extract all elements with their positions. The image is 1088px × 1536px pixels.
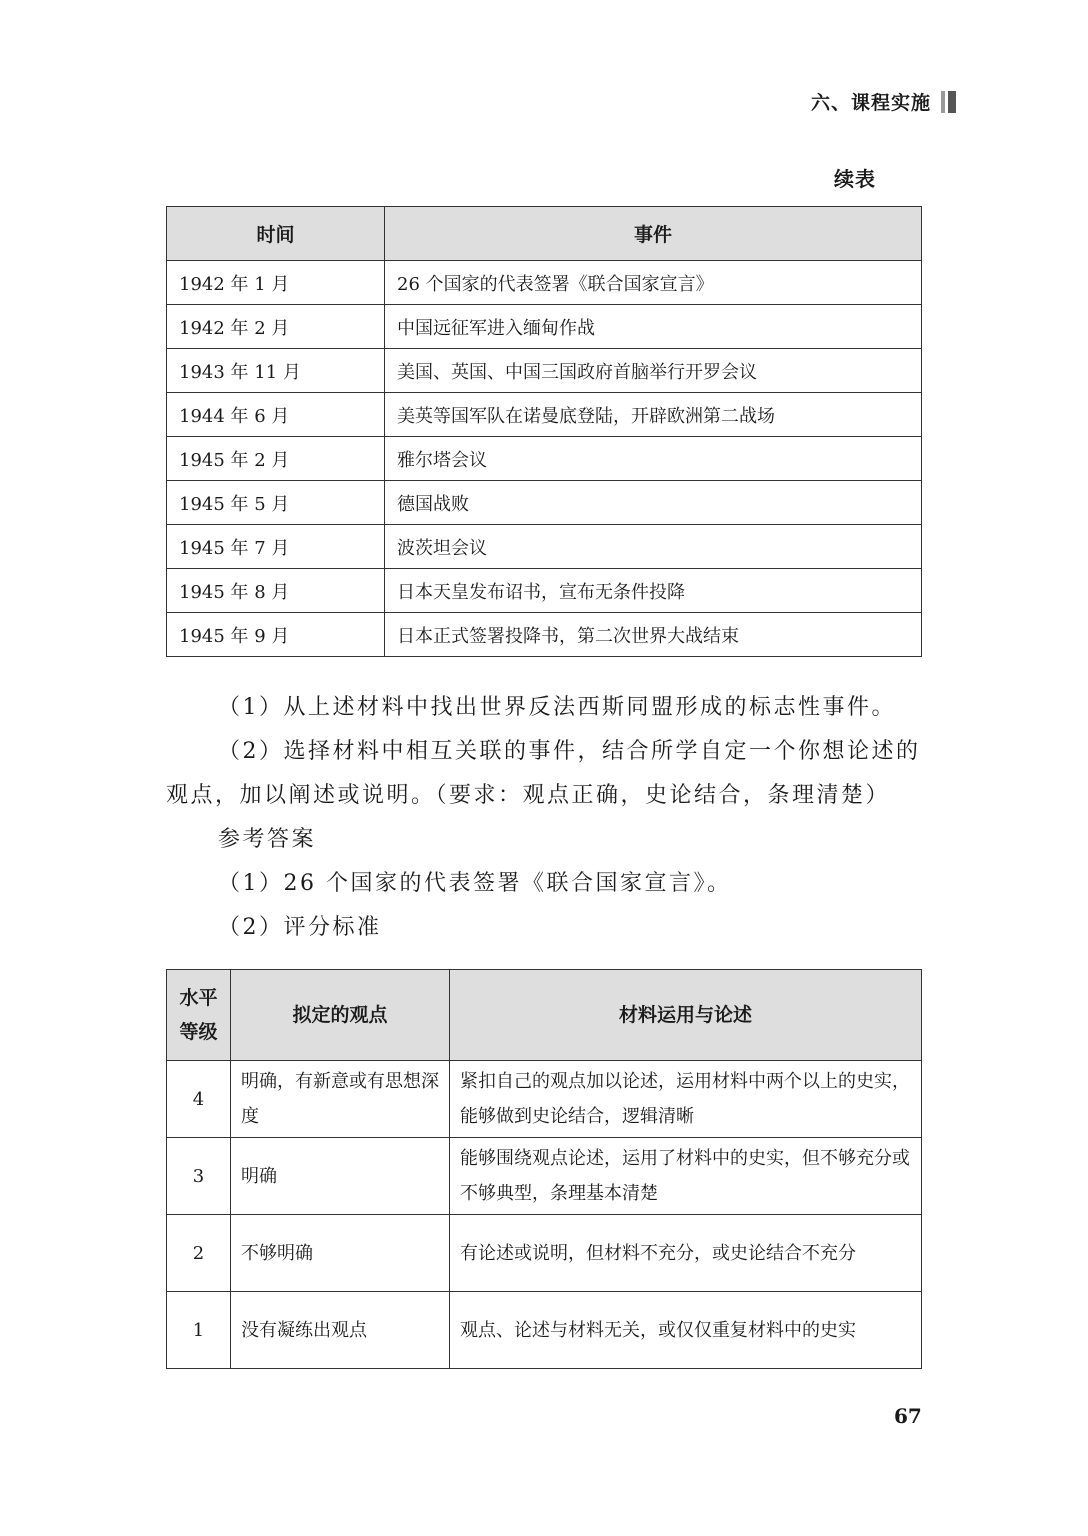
event-date: 1943 年 11 月: [167, 349, 385, 393]
answer-label: 参考答案: [218, 827, 317, 852]
question-2: （2）选择材料中相互关联的事件，结合所学自定一个你想论述的观点，加以阐述或说明。（要求：观点正确，史论结合，条理清楚）: [166, 739, 921, 808]
table-row: [167, 393, 922, 437]
header-time: 时间: [167, 207, 385, 261]
table-row: [167, 1138, 922, 1215]
event-text: 日本天皇发布诏书，宣布无条件投降: [385, 569, 922, 613]
table-row: [167, 305, 922, 349]
section-title: 六、课程实施: [810, 92, 931, 114]
viewpoint-cell: 没有凝练出观点: [231, 1292, 450, 1369]
rubric-table: [166, 969, 922, 1369]
viewpoint-cell: 不够明确: [231, 1215, 450, 1292]
running-header: [811, 88, 956, 115]
event-text: 波茨坦会议: [385, 525, 922, 569]
answer-1: （1）26 个国家的代表签署《联合国家宣言》。: [218, 871, 732, 896]
argument-cell: 紧扣自己的观点加以论述，运用材料中两个以上的史实，能够做到史论结合，逻辑清晰: [450, 1061, 922, 1138]
event-date: 1942 年 1 月: [167, 261, 385, 305]
table-row: [167, 261, 922, 305]
header-decoration: [941, 91, 956, 113]
event-text: 中国远征军进入缅甸作战: [385, 305, 922, 349]
header-level: 水平等级: [167, 970, 231, 1061]
event-date: 1945 年 2 月: [167, 437, 385, 481]
event-text: 26 个国家的代表签署《联合国家宣言》: [385, 261, 922, 305]
argument-cell: 观点、论述与材料无关，或仅仅重复材料中的史实: [450, 1292, 922, 1369]
answer-2: （2）评分标准: [218, 915, 382, 940]
table-header-row: [167, 207, 922, 261]
header-event: 事件: [385, 207, 922, 261]
header-argument: 材料运用与论述: [450, 970, 922, 1061]
level-cell: 4: [167, 1061, 231, 1138]
event-date: 1942 年 2 月: [167, 305, 385, 349]
argument-cell: 能够围绕观点论述，运用了材料中的史实，但不够充分或不够典型，条理基本清楚: [450, 1138, 922, 1215]
table-row: [167, 437, 922, 481]
event-text: 美国、英国、中国三国政府首脑举行开罗会议: [385, 349, 922, 393]
viewpoint-cell: 明确: [231, 1138, 450, 1215]
event-text: 日本正式签署投降书，第二次世界大战结束: [385, 613, 922, 657]
table-row: [167, 569, 922, 613]
viewpoint-cell: 明确，有新意或有思想深度: [231, 1061, 450, 1138]
event-text: 德国战败: [385, 481, 922, 525]
event-date: 1945 年 9 月: [167, 613, 385, 657]
question-block: [166, 686, 926, 950]
table-row: [167, 1061, 922, 1138]
argument-cell: 有论述或说明，但材料不充分，或史论结合不充分: [450, 1215, 922, 1292]
event-text: 雅尔塔会议: [385, 437, 922, 481]
table-row: [167, 525, 922, 569]
question-1: （1）从上述材料中找出世界反法西斯同盟形成的标志性事件。: [218, 695, 896, 720]
continued-label: 续表: [834, 167, 876, 191]
header-viewpoint: 拟定的观点: [231, 970, 450, 1061]
event-text: 美英等国军队在诺曼底登陆，开辟欧洲第二战场: [385, 393, 922, 437]
table-row: [167, 1215, 922, 1292]
event-date: 1945 年 7 月: [167, 525, 385, 569]
level-cell: 2: [167, 1215, 231, 1292]
level-cell: 1: [167, 1292, 231, 1369]
events-table: [166, 206, 922, 657]
event-date: 1944 年 6 月: [167, 393, 385, 437]
page-number: 67: [894, 1404, 922, 1428]
level-cell: 3: [167, 1138, 231, 1215]
table-header-row: [167, 970, 922, 1061]
event-date: 1945 年 5 月: [167, 481, 385, 525]
table-row: [167, 349, 922, 393]
table-row: [167, 1292, 922, 1369]
table-row: [167, 481, 922, 525]
event-date: 1945 年 8 月: [167, 569, 385, 613]
table-row: [167, 613, 922, 657]
